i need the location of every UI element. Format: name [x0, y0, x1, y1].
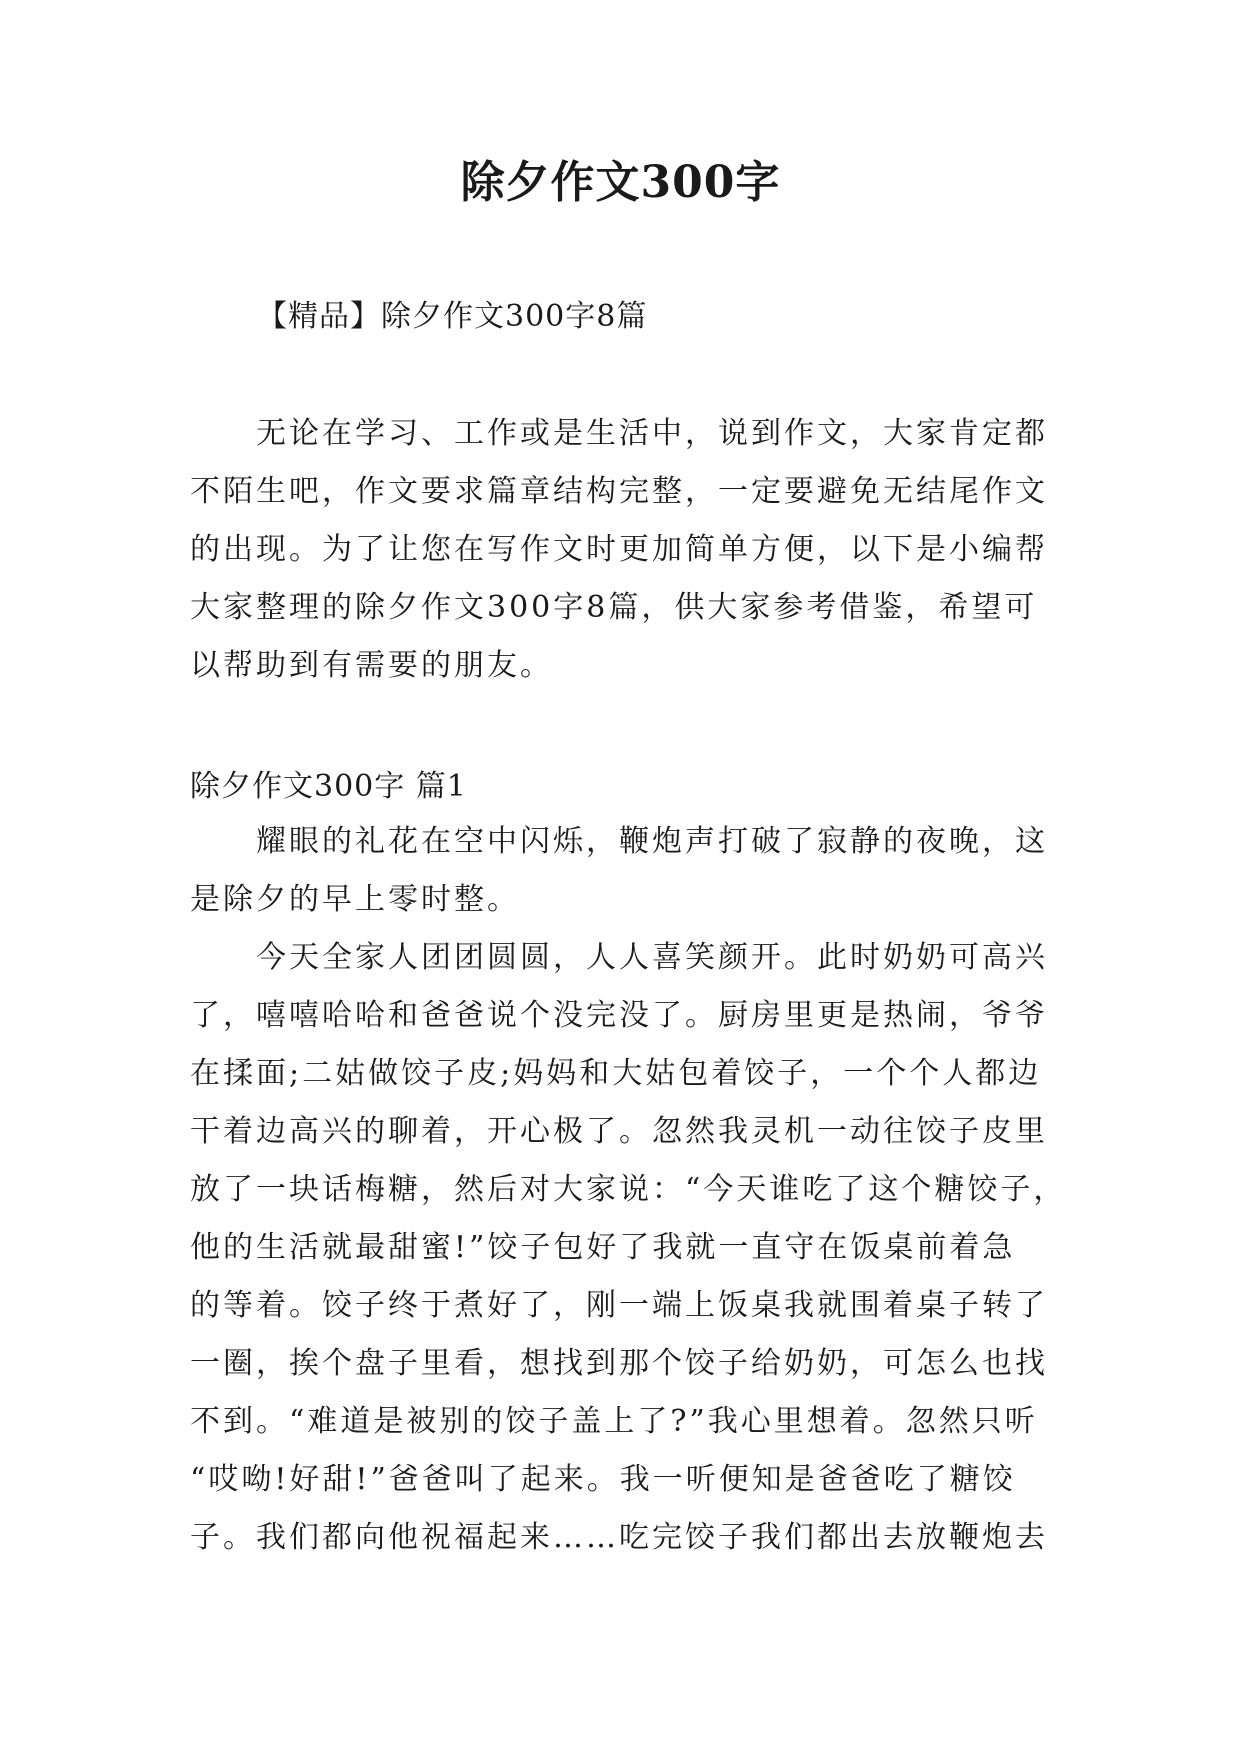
text-line: “哎呦!好甜!”爸爸叫了起来。我一听便知是爸爸吃了糖饺 — [190, 1462, 1016, 1497]
document-title: 除夕作文300字 — [460, 157, 781, 208]
text-line: 干着边高兴的聊着，开心极了。忽然我灵机一动往饺子皮里 — [190, 1114, 1048, 1149]
text-line: 耀眼的礼花在空中闪烁，鞭炮声打破了寂静的夜晚，这 — [256, 824, 1048, 859]
text-line: 他的生活就最甜蜜!”饺子包好了我就一直守在饭桌前着急 — [190, 1230, 1016, 1265]
text-line: 在揉面;二姑做饺子皮;妈妈和大姑包着饺子，一个个人都边 — [190, 1056, 1042, 1091]
intro-paragraph — [190, 405, 1050, 695]
text-line: 以帮助到有需要的朋友。 — [190, 648, 553, 683]
text-line: 的等着。饺子终于煮好了，刚一端上饭桌我就围着桌子转了 — [190, 1288, 1048, 1323]
text-line: 今天全家人团团圆圆，人人喜笑颜开。此时奶奶可高兴 — [256, 940, 1048, 975]
text-line: 放了一块话梅糖，然后对大家说：“今天谁吃了这个糖饺子， — [190, 1172, 1067, 1207]
document-subtitle: 【精品】除夕作文300字8篇 — [257, 299, 648, 334]
text-line: 一圈，挨个盘子里看，想找到那个饺子给奶奶，可怎么也找 — [190, 1346, 1048, 1381]
text-line: 子。我们都向他祝福起来……吃完饺子我们都出去放鞭炮去 — [190, 1520, 1048, 1555]
text-line: 大家整理的除夕作文300字8篇，供大家参考借鉴，希望可 — [190, 590, 1038, 625]
section-body — [190, 813, 1067, 1567]
text-line: 是除夕的早上零时整。 — [190, 882, 520, 917]
text-line: 不到。“难道是被别的饺子盖上了?”我心里想着。忽然只听 — [190, 1404, 1038, 1439]
text-line: 的出现。为了让您在写作文时更加简单方便，以下是小编帮 — [190, 532, 1048, 567]
section-heading: 除夕作文300字 篇1 — [190, 769, 467, 804]
text-line: 无论在学习、工作或是生活中，说到作文，大家肯定都 — [256, 416, 1048, 451]
text-line: 了，嘻嘻哈哈和爸爸说个没完没了。厨房里更是热闹，爷爷 — [190, 998, 1048, 1033]
text-line: 不陌生吧，作文要求篇章结构完整，一定要避免无结尾作文 — [190, 474, 1048, 509]
